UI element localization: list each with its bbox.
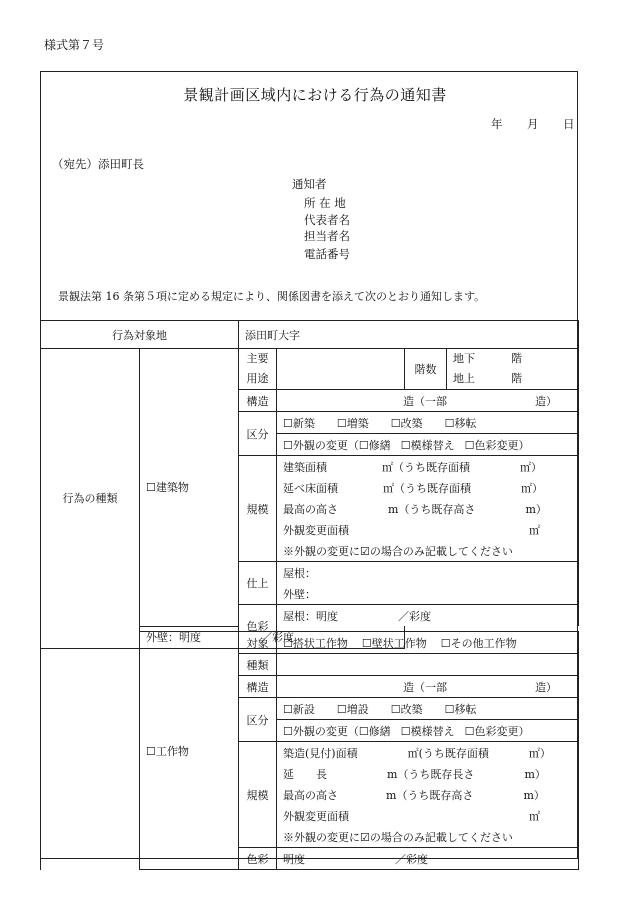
date-month: 月: [527, 117, 539, 131]
obj-max-height-row[interactable]: 最高の高さ m（うち既存高さ m）: [277, 784, 579, 805]
notification-table: [40, 320, 579, 649]
date-year: 年: [491, 117, 503, 131]
building-category-label: 区分: [239, 412, 277, 456]
floor-area-row[interactable]: 延べ床面積 ㎡（うち既存面積 ㎡）: [277, 477, 579, 498]
obj-scale-label: 規模: [239, 742, 277, 848]
act-type-label: 行為の種類: [41, 349, 140, 649]
obj-color-label: 色彩: [239, 848, 277, 870]
wall-color[interactable]: 外壁：明度 ／彩度: [140, 626, 405, 648]
kind-value[interactable]: [277, 654, 579, 676]
built-area-row[interactable]: 築造(見付)面積 ㎡(うち既存面積 ㎡）: [277, 742, 579, 764]
statement-text: 景観法第 16 条第５項に定める規定により、関係図書を添えて次のとおり通知します。: [58, 290, 486, 303]
kind-label: 種類: [239, 654, 277, 676]
act-type-continued: [41, 632, 140, 870]
main-use-value[interactable]: [277, 349, 405, 390]
site-label: 行為対象地: [41, 321, 239, 349]
site-value[interactable]: 添田町大字: [239, 321, 579, 349]
max-height-row[interactable]: 最高の高さ m（うち既存高さ m）: [277, 498, 579, 519]
form-number: 様式第７号: [44, 38, 105, 52]
roof-material[interactable]: 屋根：: [277, 562, 579, 584]
building-checkbox[interactable]: ☐建築物: [140, 349, 239, 627]
target-options[interactable]: ☐搭状工作物 ☐壁状工作物 ☐その他工作物: [277, 632, 579, 654]
building-category-row1[interactable]: ☐新築 ☐増築 ☐改築 ☐移転: [277, 412, 579, 434]
notifier-address-label: 所 在 地: [304, 196, 346, 210]
notifier-representative-label: 代表者名: [304, 213, 350, 227]
building-structure-label: 構造: [239, 390, 277, 412]
wall-material[interactable]: 外壁：: [277, 583, 579, 605]
obj-color-value[interactable]: 明度 ／彩度: [277, 848, 579, 870]
building-area-row[interactable]: 建築面積 ㎡（うち既存面積 ㎡）: [277, 456, 579, 478]
notifier-person-label: 担当者名: [304, 229, 350, 243]
addressee: （宛先）添田町長: [52, 157, 144, 171]
obj-category-row2[interactable]: ☐外観の変更（☐修繕 ☐模様替え ☐色彩変更）: [277, 720, 579, 742]
building-structure-value[interactable]: 造（一部 造）: [277, 390, 579, 412]
structure-checkbox[interactable]: ☐工作物: [140, 632, 239, 870]
floors-value[interactable]: 地下 階 地上 階: [447, 349, 579, 390]
building-color-label: 色彩: [239, 605, 277, 649]
obj-category-label: 区分: [239, 698, 277, 742]
obj-category-row1[interactable]: ☐新設 ☐増設 ☐改築 ☐移転: [277, 698, 579, 720]
length-row[interactable]: 延 長 m（うち既存長さ m）: [277, 763, 579, 784]
ext-change-area-row[interactable]: 外観変更面積 ㎡: [277, 519, 579, 540]
floors-label: 階数: [405, 349, 447, 390]
obj-structure-label: 構造: [239, 676, 277, 698]
notifier-heading: 通知者: [292, 177, 327, 191]
notifier-phone-label: 電話番号: [304, 247, 350, 261]
obj-note: ※外観の変更に☑の場合のみ記載してください: [277, 826, 579, 848]
obj-structure-value[interactable]: 造（一部 造）: [277, 676, 579, 698]
target-label: 対象: [239, 632, 277, 654]
main-use-label: 主要 用途: [239, 349, 277, 390]
building-note: ※外観の変更に☑の場合のみ記載してください: [277, 540, 579, 562]
obj-ext-area-row[interactable]: 外観変更面積 ㎡: [277, 805, 579, 826]
building-scale-label: 規模: [239, 456, 277, 562]
finish-material-label: 仕上: [239, 562, 277, 605]
structure-table: [40, 631, 579, 870]
document-title: 景観計画区域内における行為の通知書: [183, 86, 447, 104]
building-category-row2[interactable]: ☐外観の変更（☐修繕 ☐模様替え ☐色彩変更）: [277, 434, 579, 456]
roof-color[interactable]: 屋根：明度 ／彩度: [277, 605, 579, 627]
date-day: 日: [563, 117, 575, 131]
